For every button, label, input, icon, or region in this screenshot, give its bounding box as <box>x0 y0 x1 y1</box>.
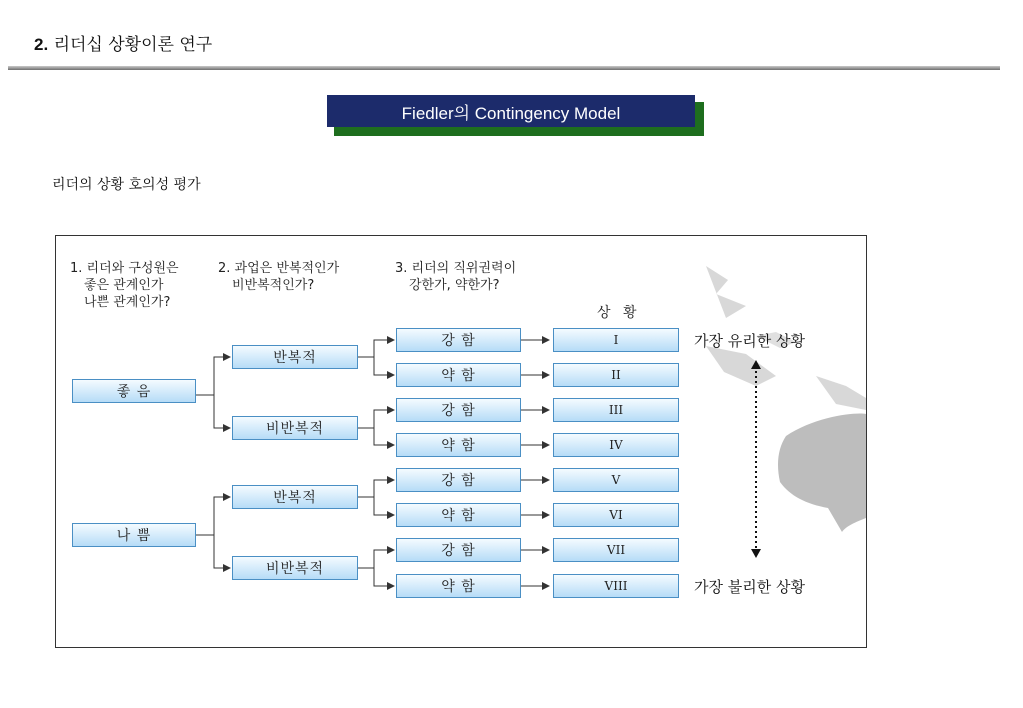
question-line: 3. 리더의 직위권력이 <box>395 261 517 276</box>
situation-box: III <box>553 398 679 422</box>
structure-box: 비반복적 <box>232 556 358 580</box>
situation-box: VIII <box>553 574 679 598</box>
power-box: 약 함 <box>396 433 521 457</box>
power-box: 강 함 <box>396 468 521 492</box>
most-favorable-label: 가장 유리한 상황 <box>694 332 805 350</box>
power-box: 약 함 <box>396 503 521 527</box>
power-box: 약 함 <box>396 363 521 387</box>
question-line: 비반복적인가? <box>232 278 315 293</box>
header-rule <box>8 66 1000 70</box>
question-line: 강한가, 약한가? <box>409 278 500 293</box>
diagram-frame <box>55 235 867 648</box>
question-line: 1. 리더와 구성원은 <box>70 261 179 276</box>
situation-box: I <box>553 328 679 352</box>
structure-box: 반복적 <box>232 345 358 369</box>
situation-box: IV <box>553 433 679 457</box>
situation-header: 상 황 <box>597 305 641 321</box>
situation-box: VII <box>553 538 679 562</box>
structure-box: 반복적 <box>232 485 358 509</box>
subtitle: 리더의 상황 호의성 평가 <box>52 177 201 193</box>
least-favorable-label: 가장 불리한 상황 <box>694 578 805 596</box>
section-heading: 2. 리더십 상황이론 연구 <box>34 35 213 55</box>
relation-good-box: 좋 음 <box>72 379 196 403</box>
structure-box: 비반복적 <box>232 416 358 440</box>
question-line: 나쁜 관계인가? <box>84 295 171 310</box>
relation-poor-box: 나 쁨 <box>72 523 196 547</box>
power-box: 강 함 <box>396 538 521 562</box>
power-box: 약 함 <box>396 574 521 598</box>
power-box: 강 함 <box>396 328 521 352</box>
question-line: 2. 과업은 반복적인가 <box>218 261 340 276</box>
situation-box: II <box>553 363 679 387</box>
power-box: 강 함 <box>396 398 521 422</box>
question-line: 좋은 관계인가 <box>84 278 164 293</box>
model-title-banner: Fiedler의 Contingency Model <box>327 95 695 127</box>
situation-box: V <box>553 468 679 492</box>
situation-box: VI <box>553 503 679 527</box>
